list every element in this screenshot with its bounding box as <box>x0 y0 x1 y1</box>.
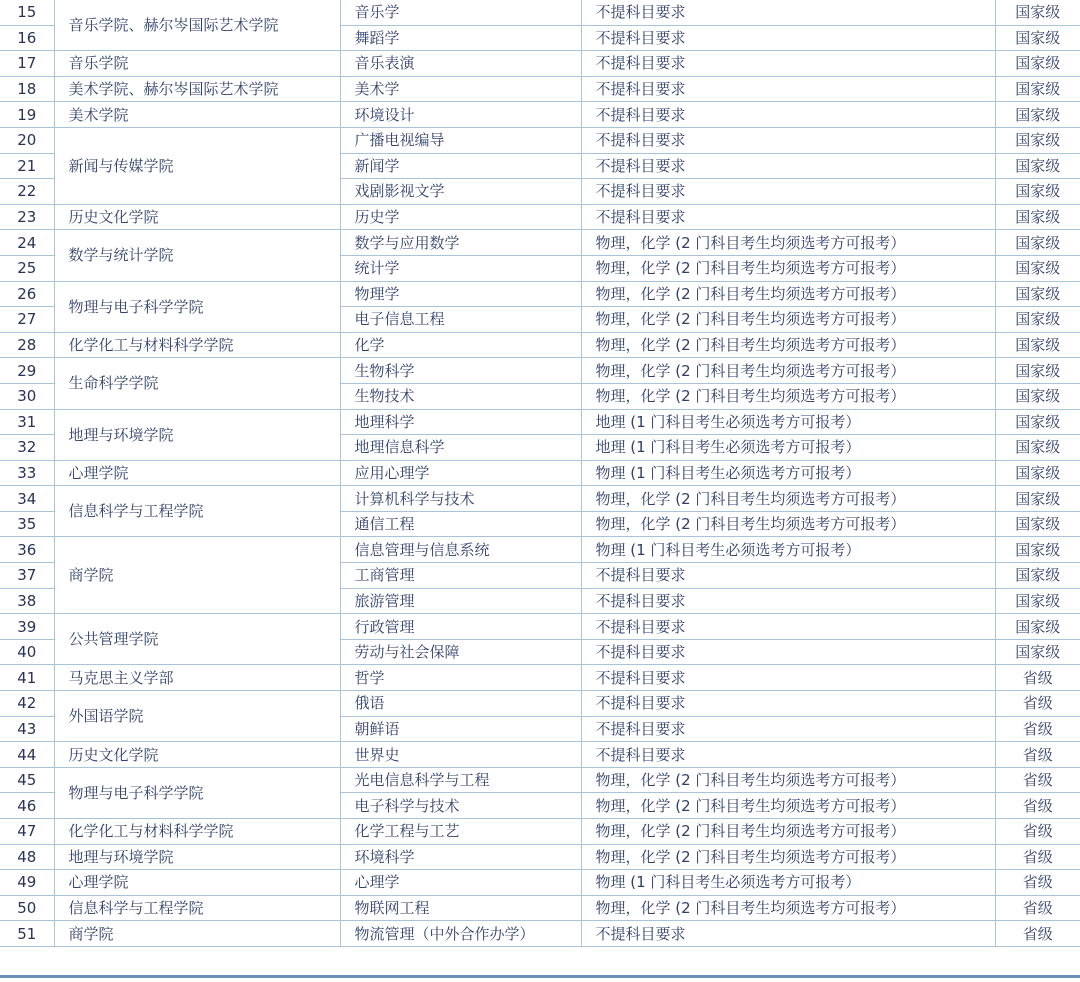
major-name: 劳动与社会保障 <box>340 639 581 665</box>
major-level: 国家级 <box>995 383 1080 409</box>
major-level: 省级 <box>995 895 1080 921</box>
major-name: 俄语 <box>340 691 581 717</box>
college-name: 化学化工与材料科学学院 <box>54 332 340 358</box>
major-name: 新闻学 <box>340 153 581 179</box>
major-name: 信息管理与信息系统 <box>340 537 581 563</box>
college-name: 心理学院 <box>54 870 340 896</box>
college-name: 新闻与传媒学院 <box>54 127 340 204</box>
subject-requirement: 不提科目要求 <box>581 921 995 947</box>
major-name: 广播电视编导 <box>340 127 581 153</box>
subject-requirement: 物理 (1 门科目考生必须选考方可报考） <box>581 537 995 563</box>
row-number: 39 <box>0 614 54 640</box>
college-name: 物理与电子科学学院 <box>54 281 340 332</box>
college-name: 数学与统计学院 <box>54 230 340 281</box>
college-name: 商学院 <box>54 537 340 614</box>
row-number: 31 <box>0 409 54 435</box>
college-name: 地理与环境学院 <box>54 409 340 460</box>
table-row <box>0 76 1080 102</box>
row-number: 49 <box>0 870 54 896</box>
subject-requirement: 物理，化学 (2 门科目考生均须选考方可报考） <box>581 895 995 921</box>
table-row <box>0 742 1080 768</box>
major-level: 省级 <box>995 819 1080 845</box>
major-name: 计算机科学与技术 <box>340 486 581 512</box>
college-name: 地理与环境学院 <box>54 844 340 870</box>
row-number: 42 <box>0 691 54 717</box>
subject-requirement: 不提科目要求 <box>581 716 995 742</box>
row-number: 21 <box>0 153 54 179</box>
major-name: 应用心理学 <box>340 460 581 486</box>
table-row <box>0 409 1080 435</box>
major-name: 电子科学与技术 <box>340 793 581 819</box>
row-number: 18 <box>0 76 54 102</box>
row-number: 15 <box>0 0 54 25</box>
subject-requirement: 不提科目要求 <box>581 588 995 614</box>
college-name: 外国语学院 <box>54 691 340 742</box>
major-level: 国家级 <box>995 435 1080 461</box>
major-level: 国家级 <box>995 639 1080 665</box>
row-number: 50 <box>0 895 54 921</box>
table-row <box>0 921 1080 947</box>
major-level: 国家级 <box>995 409 1080 435</box>
table-row <box>0 870 1080 896</box>
table-row <box>0 230 1080 256</box>
subject-requirement: 物理，化学 (2 门科目考生均须选考方可报考） <box>581 255 995 281</box>
major-name: 电子信息工程 <box>340 307 581 333</box>
major-level: 国家级 <box>995 76 1080 102</box>
major-name: 环境设计 <box>340 102 581 128</box>
subject-requirement: 不提科目要求 <box>581 25 995 51</box>
table-row <box>0 819 1080 845</box>
major-level: 省级 <box>995 665 1080 691</box>
major-level: 国家级 <box>995 0 1080 25</box>
subject-requirement: 不提科目要求 <box>581 691 995 717</box>
major-level: 国家级 <box>995 102 1080 128</box>
major-name: 旅游管理 <box>340 588 581 614</box>
row-number: 36 <box>0 537 54 563</box>
table-row <box>0 895 1080 921</box>
table-row <box>0 332 1080 358</box>
major-level: 省级 <box>995 767 1080 793</box>
major-name: 物联网工程 <box>340 895 581 921</box>
table-row <box>0 204 1080 230</box>
college-name: 美术学院 <box>54 102 340 128</box>
subject-requirement: 物理，化学 (2 门科目考生均须选考方可报考） <box>581 358 995 384</box>
subject-requirement: 物理，化学 (2 门科目考生均须选考方可报考） <box>581 307 995 333</box>
major-name: 统计学 <box>340 255 581 281</box>
row-number: 51 <box>0 921 54 947</box>
major-name: 音乐表演 <box>340 51 581 77</box>
subject-requirement: 地理 (1 门科目考生必须选考方可报考） <box>581 435 995 461</box>
subject-requirement: 物理，化学 (2 门科目考生均须选考方可报考） <box>581 844 995 870</box>
major-level: 国家级 <box>995 255 1080 281</box>
subject-requirement: 物理，化学 (2 门科目考生均须选考方可报考） <box>581 230 995 256</box>
college-name: 马克思主义学部 <box>54 665 340 691</box>
row-number: 24 <box>0 230 54 256</box>
major-level: 国家级 <box>995 614 1080 640</box>
major-name: 化学 <box>340 332 581 358</box>
subject-requirement: 不提科目要求 <box>581 0 995 25</box>
major-level: 国家级 <box>995 537 1080 563</box>
subject-requirement: 不提科目要求 <box>581 51 995 77</box>
row-number: 17 <box>0 51 54 77</box>
college-name: 商学院 <box>54 921 340 947</box>
major-level: 国家级 <box>995 460 1080 486</box>
major-level: 省级 <box>995 793 1080 819</box>
college-name: 音乐学院 <box>54 51 340 77</box>
major-level: 国家级 <box>995 127 1080 153</box>
major-level: 国家级 <box>995 307 1080 333</box>
major-level: 国家级 <box>995 204 1080 230</box>
row-number: 45 <box>0 767 54 793</box>
row-number: 19 <box>0 102 54 128</box>
major-name: 哲学 <box>340 665 581 691</box>
major-level: 省级 <box>995 742 1080 768</box>
major-level: 国家级 <box>995 332 1080 358</box>
subject-requirement: 物理，化学 (2 门科目考生均须选考方可报考） <box>581 486 995 512</box>
major-name: 化学工程与工艺 <box>340 819 581 845</box>
row-number: 48 <box>0 844 54 870</box>
major-name: 工商管理 <box>340 563 581 589</box>
major-name: 地理科学 <box>340 409 581 435</box>
major-name: 物理学 <box>340 281 581 307</box>
major-name: 行政管理 <box>340 614 581 640</box>
row-number: 27 <box>0 307 54 333</box>
major-name: 通信工程 <box>340 511 581 537</box>
major-name: 生物技术 <box>340 383 581 409</box>
major-level: 国家级 <box>995 281 1080 307</box>
row-number: 38 <box>0 588 54 614</box>
major-name: 光电信息科学与工程 <box>340 767 581 793</box>
major-level: 国家级 <box>995 563 1080 589</box>
major-name: 戏剧影视文学 <box>340 179 581 205</box>
subject-requirement: 不提科目要求 <box>581 614 995 640</box>
major-name: 世界史 <box>340 742 581 768</box>
row-number: 43 <box>0 716 54 742</box>
major-level: 国家级 <box>995 230 1080 256</box>
table-row <box>0 127 1080 153</box>
row-number: 41 <box>0 665 54 691</box>
table-row <box>0 844 1080 870</box>
major-level: 国家级 <box>995 153 1080 179</box>
row-number: 40 <box>0 639 54 665</box>
subject-requirement: 不提科目要求 <box>581 742 995 768</box>
row-number: 37 <box>0 563 54 589</box>
subject-requirement: 物理，化学 (2 门科目考生均须选考方可报考） <box>581 281 995 307</box>
college-name: 信息科学与工程学院 <box>54 895 340 921</box>
college-name: 美术学院、赫尔岑国际艺术学院 <box>54 76 340 102</box>
row-number: 26 <box>0 281 54 307</box>
subject-requirement: 不提科目要求 <box>581 563 995 589</box>
subject-requirement: 物理，化学 (2 门科目考生均须选考方可报考） <box>581 819 995 845</box>
table-row <box>0 358 1080 384</box>
subject-requirement: 不提科目要求 <box>581 76 995 102</box>
table-row <box>0 460 1080 486</box>
row-number: 25 <box>0 255 54 281</box>
row-number: 35 <box>0 511 54 537</box>
row-number: 29 <box>0 358 54 384</box>
college-name: 历史文化学院 <box>54 204 340 230</box>
subject-requirement: 不提科目要求 <box>581 102 995 128</box>
table-row <box>0 767 1080 793</box>
subject-requirement: 物理，化学 (2 门科目考生均须选考方可报考） <box>581 767 995 793</box>
subject-requirement: 不提科目要求 <box>581 127 995 153</box>
college-name: 音乐学院、赫尔岑国际艺术学院 <box>54 0 340 51</box>
major-level: 省级 <box>995 921 1080 947</box>
subject-requirement: 物理，化学 (2 门科目考生均须选考方可报考） <box>581 793 995 819</box>
row-number: 47 <box>0 819 54 845</box>
major-level: 国家级 <box>995 25 1080 51</box>
major-name: 音乐学 <box>340 0 581 25</box>
major-level: 省级 <box>995 844 1080 870</box>
subject-requirement: 不提科目要求 <box>581 204 995 230</box>
major-level: 国家级 <box>995 358 1080 384</box>
subject-requirement: 不提科目要求 <box>581 665 995 691</box>
subject-requirement: 地理 (1 门科目考生必须选考方可报考） <box>581 409 995 435</box>
table-row <box>0 537 1080 563</box>
college-name: 心理学院 <box>54 460 340 486</box>
college-name: 生命科学学院 <box>54 358 340 409</box>
major-level: 国家级 <box>995 179 1080 205</box>
row-number: 23 <box>0 204 54 230</box>
major-level: 国家级 <box>995 486 1080 512</box>
major-level: 国家级 <box>995 511 1080 537</box>
major-name: 美术学 <box>340 76 581 102</box>
row-number: 46 <box>0 793 54 819</box>
row-number: 34 <box>0 486 54 512</box>
subject-requirement: 不提科目要求 <box>581 639 995 665</box>
table-bottom-rule <box>0 975 1080 978</box>
major-name: 朝鲜语 <box>340 716 581 742</box>
major-name: 生物科学 <box>340 358 581 384</box>
major-name: 地理信息科学 <box>340 435 581 461</box>
college-name: 信息科学与工程学院 <box>54 486 340 537</box>
table-row <box>0 102 1080 128</box>
row-number: 22 <box>0 179 54 205</box>
major-name: 环境科学 <box>340 844 581 870</box>
row-number: 16 <box>0 25 54 51</box>
major-name: 心理学 <box>340 870 581 896</box>
subject-requirement: 不提科目要求 <box>581 153 995 179</box>
major-level: 省级 <box>995 691 1080 717</box>
row-number: 30 <box>0 383 54 409</box>
college-name: 物理与电子科学学院 <box>54 767 340 818</box>
table-row <box>0 691 1080 717</box>
major-level: 国家级 <box>995 51 1080 77</box>
college-name: 公共管理学院 <box>54 614 340 665</box>
subject-requirement: 物理 (1 门科目考生必须选考方可报考） <box>581 870 995 896</box>
major-name: 物流管理（中外合作办学） <box>340 921 581 947</box>
table-row <box>0 486 1080 512</box>
row-number: 28 <box>0 332 54 358</box>
subject-requirement: 不提科目要求 <box>581 179 995 205</box>
major-name: 历史学 <box>340 204 581 230</box>
table-row <box>0 614 1080 640</box>
major-name: 舞蹈学 <box>340 25 581 51</box>
major-level: 省级 <box>995 870 1080 896</box>
row-number: 20 <box>0 127 54 153</box>
major-level: 国家级 <box>995 588 1080 614</box>
major-level: 省级 <box>995 716 1080 742</box>
subject-requirement: 物理 (1 门科目考生必须选考方可报考） <box>581 460 995 486</box>
college-name: 化学化工与材料科学学院 <box>54 819 340 845</box>
subject-requirement: 物理，化学 (2 门科目考生均须选考方可报考） <box>581 332 995 358</box>
college-name: 历史文化学院 <box>54 742 340 768</box>
row-number: 32 <box>0 435 54 461</box>
row-number: 33 <box>0 460 54 486</box>
subject-requirement: 物理，化学 (2 门科目考生均须选考方可报考） <box>581 383 995 409</box>
table-row <box>0 665 1080 691</box>
table-row <box>0 0 1080 25</box>
table-row <box>0 51 1080 77</box>
row-number: 44 <box>0 742 54 768</box>
table-row <box>0 281 1080 307</box>
subject-requirement: 物理，化学 (2 门科目考生均须选考方可报考） <box>581 511 995 537</box>
major-name: 数学与应用数学 <box>340 230 581 256</box>
